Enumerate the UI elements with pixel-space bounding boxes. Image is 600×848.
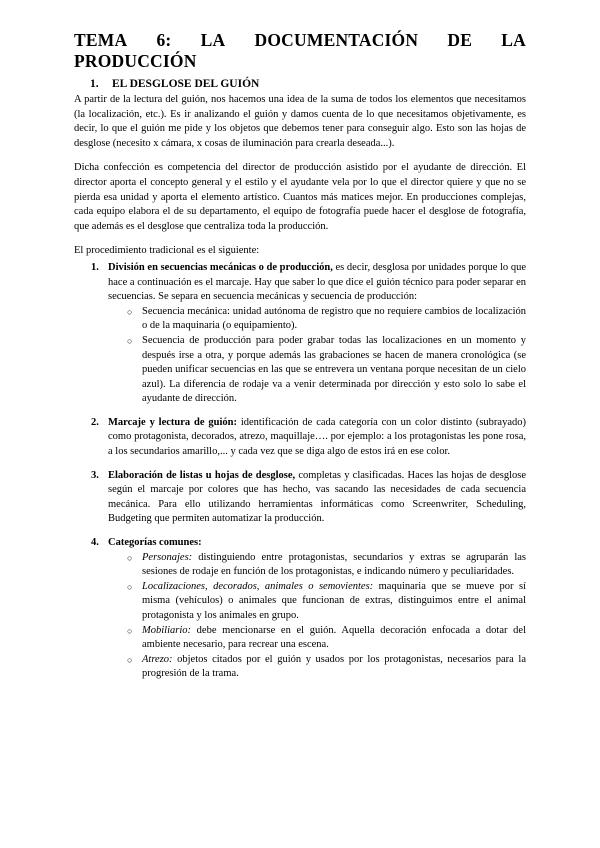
sub-list-item — [108, 551, 526, 580]
section-number: 1. — [90, 78, 99, 90]
list-item-bold: Marcaje y lectura de guión: — [108, 416, 237, 428]
sub-list — [108, 551, 526, 682]
list-item — [74, 536, 526, 682]
sub-list-item — [108, 580, 526, 624]
list-item-text: identificación de cada categoría con un color distinto (subrayado) como protagonista, decorados, atrezo, maquillaje…. por ejemplo: a los protagonistas les pone rosa, a los secundarios amarillo,... y cada vez que se diga algo de estos irá en ese color. — [108, 416, 526, 458]
title-line-2: PRODUCCIÓN — [74, 51, 197, 71]
list-item — [74, 469, 526, 527]
title-word: LA — [200, 30, 226, 50]
bullet-icon: ○ — [127, 306, 133, 317]
title-word: DE — [447, 30, 473, 50]
sub-item-text: Secuencia mecánica: unidad autónoma de registro que no requiere cambios de localización o de la maquinaria (o equipamiento). — [142, 305, 526, 332]
paragraph-intro: A partir de la lectura del guión, nos hacemos una idea de la suma de todos los elementos que necesitamos (la localización, etc.). Es ir analizando el guión y damos cuenta de lo que necesitamos objetivamente, es decir, lo que el guión me pide y los objetos que debemos tener para conseguir algo. Esto son las hojas de desglose (necesito x cámara, x cosas de iluminación para crearla deseada...). — [74, 94, 526, 149]
sub-list-item — [108, 653, 526, 682]
sub-list-item — [108, 334, 526, 407]
section-title: EL DESGLOSE DEL GUIÓN — [112, 78, 260, 90]
sub-list-item — [108, 624, 526, 653]
paragraph-competence: Dicha confección es competencia del director de producción asistido por el ayudante de dirección. El director aporta el concepto general y el estilo y el ayudante vela por lo que el director quiere y que no se pierda esa unidad y aporta el elemento artístico. Cuantos más matices mejor. En producciones complejas, cada equipo elabora el de su departamento, el equipo de fotografía puede hacer el desglose de fotografía, que además es el desglose que centraliza toda la producción. — [74, 162, 526, 232]
title-word: DOCUMENTACIÓN — [254, 30, 419, 50]
sub-item-italic: Atrezo: — [142, 653, 173, 665]
bullet-icon: ○ — [127, 335, 133, 346]
list-number: 2. — [91, 416, 99, 428]
sub-item-text: debe mencionarse en el guión. Aquella decoración enfocada a dotar del ambiente necesario, para recrear una escena. — [142, 624, 526, 651]
title-word: LA — [501, 30, 526, 50]
sub-item-text: Secuencia de producción para poder grabar todas las localizaciones en un momento y después irse a otra, y porque además las grabaciones se hacen de manera cronológica (se pueden unificar secuencias en las que se entrevera un ventana porque necesitan de un cielo azul). La diferencia de rodaje va a venir determinada por dirección y esto solo lo sabe el ayudante de dirección. — [142, 334, 526, 405]
list-item-text: completas y clasificadas. Haces las hojas de desglose según el marcaje por colores que has hecho, vas sacando las necesidades de cada secuencia mecánica. Para ello utilizando herramientas informáticas como Screenwriter, Scheduling, Budgeting que permiten automatizar la producción. — [108, 469, 527, 525]
list-item-text: es decir, desglosa por unidades porque lo que hace a continuación es el marcaje. Hay que saber lo que dice el guión técnico para poder separar en secuencias. Se separa en secuencia mecánicas y secuencia de producción: — [108, 261, 526, 303]
document-title — [74, 30, 526, 72]
title-word: TEMA — [74, 30, 128, 50]
sub-item-text: distinguiendo entre protagonistas, secundarios y extras se agruparán las sesiones de rodaje en función de los protagonistas, e indicando número y peculiaridades. — [142, 551, 526, 578]
list-item — [74, 261, 526, 407]
bullet-icon: ○ — [127, 625, 133, 636]
sub-list — [108, 305, 526, 407]
title-word: 6: — [156, 30, 172, 50]
sub-item-italic: Personajes: — [142, 551, 193, 563]
list-item-bold: Categorías comunes: — [108, 537, 202, 549]
list-number: 1. — [91, 261, 99, 273]
sub-item-text: objetos citados por el guión y usados por los protagonistas, necesarios para la progresión de la trama. — [142, 653, 526, 680]
title-line-1 — [74, 30, 526, 51]
bullet-icon: ○ — [127, 552, 133, 563]
document-page — [74, 30, 526, 691]
sub-item-text: maquinaria que se mueve por sí misma (vehículos) o animales que funcionan de extras, distinguimos entre el animal protagonista y los animales en grupo. — [142, 580, 527, 621]
list-number: 3. — [91, 469, 99, 481]
bullet-icon: ○ — [127, 654, 133, 665]
procedure-list — [74, 261, 526, 682]
section-heading — [90, 77, 526, 91]
list-number: 4. — [91, 537, 99, 549]
paragraph-procedure: El procedimiento tradicional es el siguiente: — [74, 245, 260, 257]
list-item-bold: División en secuencias mecánicas o de producción, — [108, 261, 333, 273]
bullet-icon: ○ — [127, 581, 133, 592]
sub-list-item — [108, 305, 526, 334]
sub-item-italic: Localizaciones, decorados, animales o semovientes: — [142, 580, 374, 592]
list-item — [74, 416, 526, 460]
list-item-bold: Elaboración de listas u hojas de desglose, — [108, 469, 296, 481]
sub-item-italic: Mobiliario: — [142, 624, 191, 636]
